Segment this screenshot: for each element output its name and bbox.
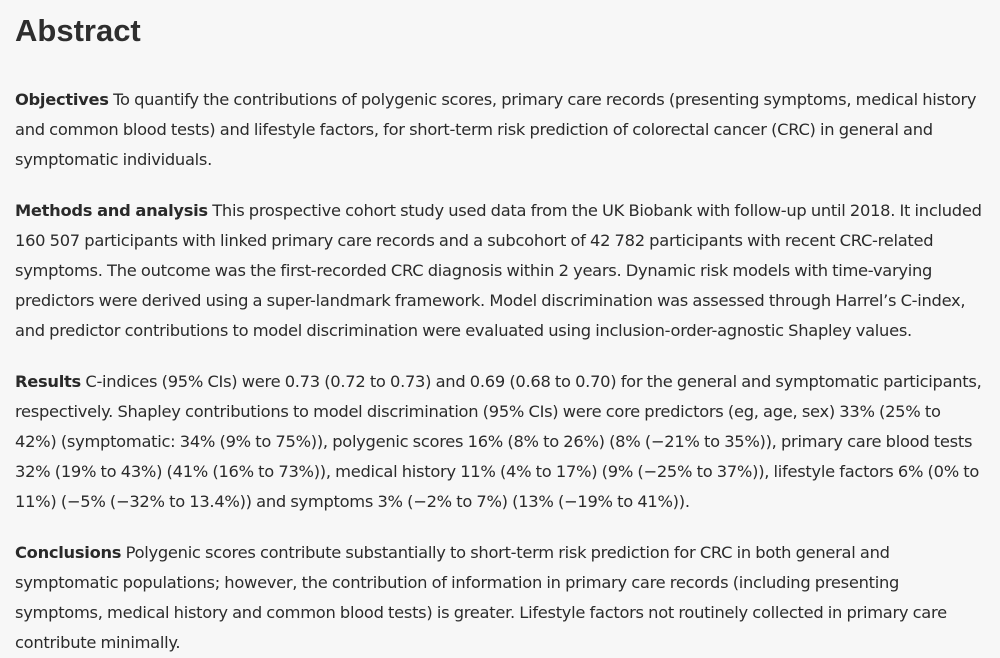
section-label-objectives: Objectives (15, 90, 109, 109)
section-results (15, 367, 986, 517)
section-label-results: Results (15, 372, 81, 391)
section-text-methods-and-analysis: This prospective cohort study used data from the UK Biobank with follow-up until 2018. It included 160 507 participants with linked primary care records and a subcohort of 42 782 participants with recent CRC-related symptoms. The outcome was the first-recorded CRC diagnosis within 2 years. Dynamic risk models with time-varying predictors were derived using a super-landmark framework. Model discrimination was assessed through Harrel’s C-index, and predictor contributions to model discrimination were evaluated using inclusion-order-agnostic Shapley values. (15, 201, 982, 340)
section-label-methods-and-analysis: Methods and analysis (15, 201, 208, 220)
section-text-objectives: To quantify the contributions of polygenic scores, primary care records (presenting symptoms, medical history and common blood tests) and lifestyle factors, for short-term risk prediction of colorectal cancer (CRC) in general and symptomatic individuals. (15, 90, 977, 169)
section-objectives (15, 85, 986, 175)
section-conclusions (15, 538, 986, 658)
section-label-conclusions: Conclusions (15, 543, 122, 562)
abstract-heading: Abstract (15, 13, 141, 48)
section-methods-and-analysis (15, 196, 986, 346)
section-text-conclusions: Polygenic scores contribute substantially to short-term risk prediction for CRC in both general and symptomatic populations; however, the contribution of information in primary care records (including presenting symptoms, medical history and common blood tests) is greater. Lifestyle factors not routinely collected in primary care contribute minimally. (15, 543, 947, 652)
section-text-results: C-indices (95% CIs) were 0.73 (0.72 to 0.73) and 0.69 (0.68 to 0.70) for the general and symptomatic participants, respectively. Shapley contributions to model discrimination (95% CIs) were core predictors (eg, age, sex) 33% (25% to 42%) (symptomatic: 34% (9% to 75%)), polygenic scores 16% (8% to 26%) (8% (−21% to 35%)), primary care blood tests 32% (19% to 43%) (41% (16% to 73%)), medical history 11% (4% to 17%) (9% (−25% to 37%)), lifestyle factors 6% (0% to 11%) (−5% (−32% to 13.4%)) and symptoms 3% (−2% to 7%) (13% (−19% to 41%)). (15, 372, 982, 511)
